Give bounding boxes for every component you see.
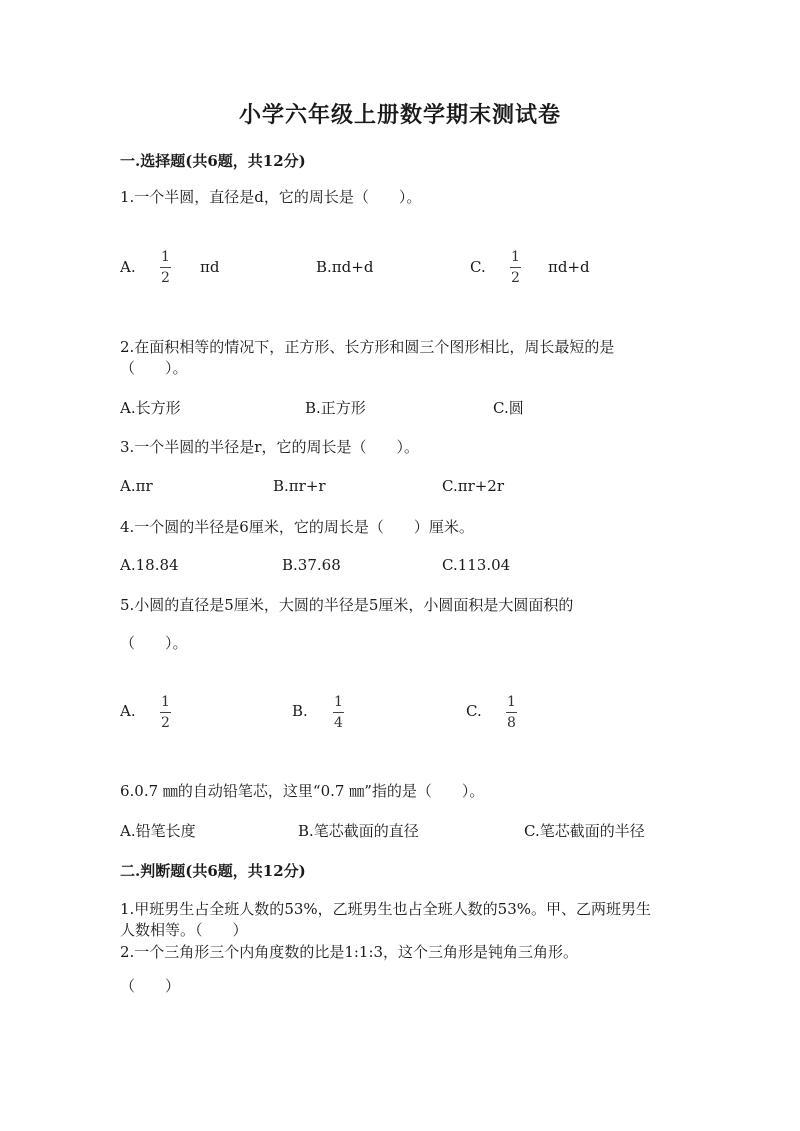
question-1-stem: 1.一个半圆，直径是d，它的周长是（ ）。 [120,188,422,206]
judgment-2-line2: （ ） [120,977,181,995]
fraction-denominator: 4 [334,715,343,731]
fraction-denominator: 2 [511,270,520,286]
fraction-numerator: 1 [161,694,170,710]
fraction-denominator: 2 [161,270,170,286]
question-2-option-c: C.圆 [493,399,524,417]
fraction-numerator: 1 [507,694,516,710]
question-6-option-b: B.笔芯截面的直径 [298,822,419,840]
option-b-fraction [333,694,344,731]
option-a-fraction [160,694,171,731]
question-3-option-c: C.πr+2r [442,477,505,495]
fraction-numerator: 1 [511,249,520,265]
judgment-1-line2: 人数相等。（ ） [120,921,248,939]
fraction-numerator: 1 [161,249,170,265]
option-c-label: C. [466,702,482,720]
fraction-bar [510,267,521,268]
section-heading-judgment: 二.判断题(共6题，共12分) [120,862,306,880]
question-2-option-a: A.长方形 [120,399,181,417]
fraction-bar [506,712,517,713]
fraction-numerator: 1 [334,694,343,710]
option-c-fraction [510,249,521,286]
section-heading-choice: 一.选择题(共6题，共12分) [120,152,306,170]
question-4-option-b: B.37.68 [282,556,341,574]
fraction-bar [333,712,344,713]
question-2-stem-line2: （ ）。 [120,359,188,377]
question-6-option-a: A.铅笔长度 [120,822,196,840]
question-3-option-a: A.πr [120,477,153,495]
question-3-option-b: B.πr+r [273,477,326,495]
option-c-fraction [506,694,517,731]
page-title: 小学六年级上册数学期末测试卷 [238,102,561,128]
question-4-option-c: C.113.04 [442,556,511,574]
fraction-denominator: 8 [507,715,516,731]
question-3-stem: 3.一个半圆的半径是r，它的周长是（ ）。 [120,438,419,456]
fraction-bar [160,267,171,268]
question-6-option-c: C.笔芯截面的半径 [524,822,645,840]
option-b: B.πd+d [316,258,374,276]
option-b-label: B. [292,702,308,720]
judgment-2-line1: 2.一个三角形三个内角度数的比是1:1:3，这个三角形是钝角三角形。 [120,943,579,961]
question-2-option-b: B.正方形 [305,399,366,417]
option-a-fraction [160,249,171,286]
question-2-stem-line1: 2.在面积相等的情况下，正方形、长方形和圆三个图形相比，周长最短的是 [120,338,615,356]
option-c-text: πd+d [548,258,590,276]
option-a-label: A. [120,702,136,720]
question-5-stem-line2: （ ）。 [120,634,188,652]
fraction-denominator: 2 [161,715,170,731]
option-a-label: A. [120,258,136,276]
question-5-stem-line1: 5.小圆的直径是5厘米，大圆的半径是5厘米，小圆面积是大圆面积的 [120,596,574,614]
question-4-option-a: A.18.84 [120,556,179,574]
option-a-text: πd [200,258,220,276]
question-4-stem: 4.一个圆的半径是6厘米，它的周长是（ ）厘米。 [120,518,474,536]
question-6-stem: 6.0.7 ㎜的自动铅笔芯，这里“0.7 ㎜”指的是（ ）。 [120,782,485,800]
option-c-label: C. [470,258,486,276]
fraction-bar [160,712,171,713]
judgment-1-line1: 1.甲班男生占全班人数的53%，乙班男生也占全班人数的53%。甲、乙两班男生 [120,900,651,918]
